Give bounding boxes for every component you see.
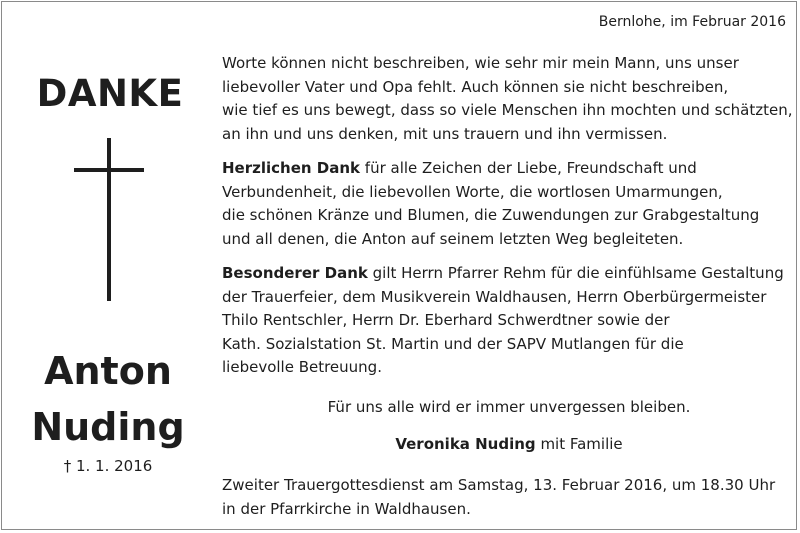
service-notice <box>222 474 775 521</box>
text-line: Thilo Rentschler, Herrn Dr. Eberhard Schwerdtner sowie der <box>222 311 670 329</box>
signature <box>222 435 796 453</box>
bold-lead: Besonderer Dank <box>222 264 368 282</box>
heading-danke: DANKE <box>36 72 184 115</box>
text-rest: gilt Herrn Pfarrer Rehm für die einfühlsame Gestaltung <box>367 264 784 282</box>
death-symbol: † <box>63 457 72 475</box>
deceased-last-name: Nuding <box>31 405 185 449</box>
death-date-value: 1. 1. 2016 <box>75 457 153 475</box>
text-line: liebevolle Betreuung. <box>222 358 382 376</box>
text-rest: für alle Zeichen der Liebe, Freundschaft und <box>360 159 697 177</box>
text-line: Worte können nicht beschreiben, wie sehr mir mein Mann, uns unser <box>222 54 739 72</box>
text-line: in der Pfarrkirche in Waldhausen. <box>222 499 471 518</box>
message-body <box>222 52 796 391</box>
death-date <box>0 457 216 475</box>
text-line: an ihn und uns denken, mit uns trauern und ihn vermissen. <box>222 124 668 143</box>
text-line: Verbundenheit, die liebevollen Worte, die wortlosen Umarmungen, <box>222 182 723 201</box>
paragraph-3 <box>222 262 796 380</box>
closing-line: Für uns alle wird er immer unvergessen bleiben. <box>327 398 691 416</box>
cross-icon <box>74 138 144 303</box>
text-line: der Trauerfeier, dem Musikverein Waldhausen, Herrn Oberbürgermeister <box>222 287 767 306</box>
text-line: liebevoller Vater und Opa fehlt. Auch können sie nicht beschreiben, <box>222 77 729 96</box>
text-line <box>222 262 796 286</box>
text-line: die schönen Kränze und Blumen, die Zuwendungen zur Grabgestaltung <box>222 206 760 224</box>
signature-name: Veronika Nuding <box>395 435 536 453</box>
text-line <box>222 157 796 181</box>
bold-lead: Herzlichen Dank <box>222 159 361 177</box>
text-line: und all denen, die Anton auf seinem letzten Weg begleiteten. <box>222 229 684 248</box>
paragraph-1 <box>222 52 796 146</box>
text-line: Zweiter Trauergottesdienst am Samstag, 13. Februar 2016, um 18.30 Uhr <box>222 476 776 494</box>
signature-rest: mit Familie <box>535 435 623 453</box>
text-line: wie tief es uns bewegt, dass so viele Menschen ihn mochten und schätzten, <box>222 101 793 119</box>
deceased-first-name: Anton <box>44 349 172 393</box>
text-line: Kath. Sozialstation St. Martin und der SAPV Mutlangen für die <box>222 334 684 353</box>
left-column <box>0 0 220 533</box>
paragraph-2 <box>222 157 796 251</box>
place-date: Bernlohe, im Februar 2016 <box>598 14 786 30</box>
